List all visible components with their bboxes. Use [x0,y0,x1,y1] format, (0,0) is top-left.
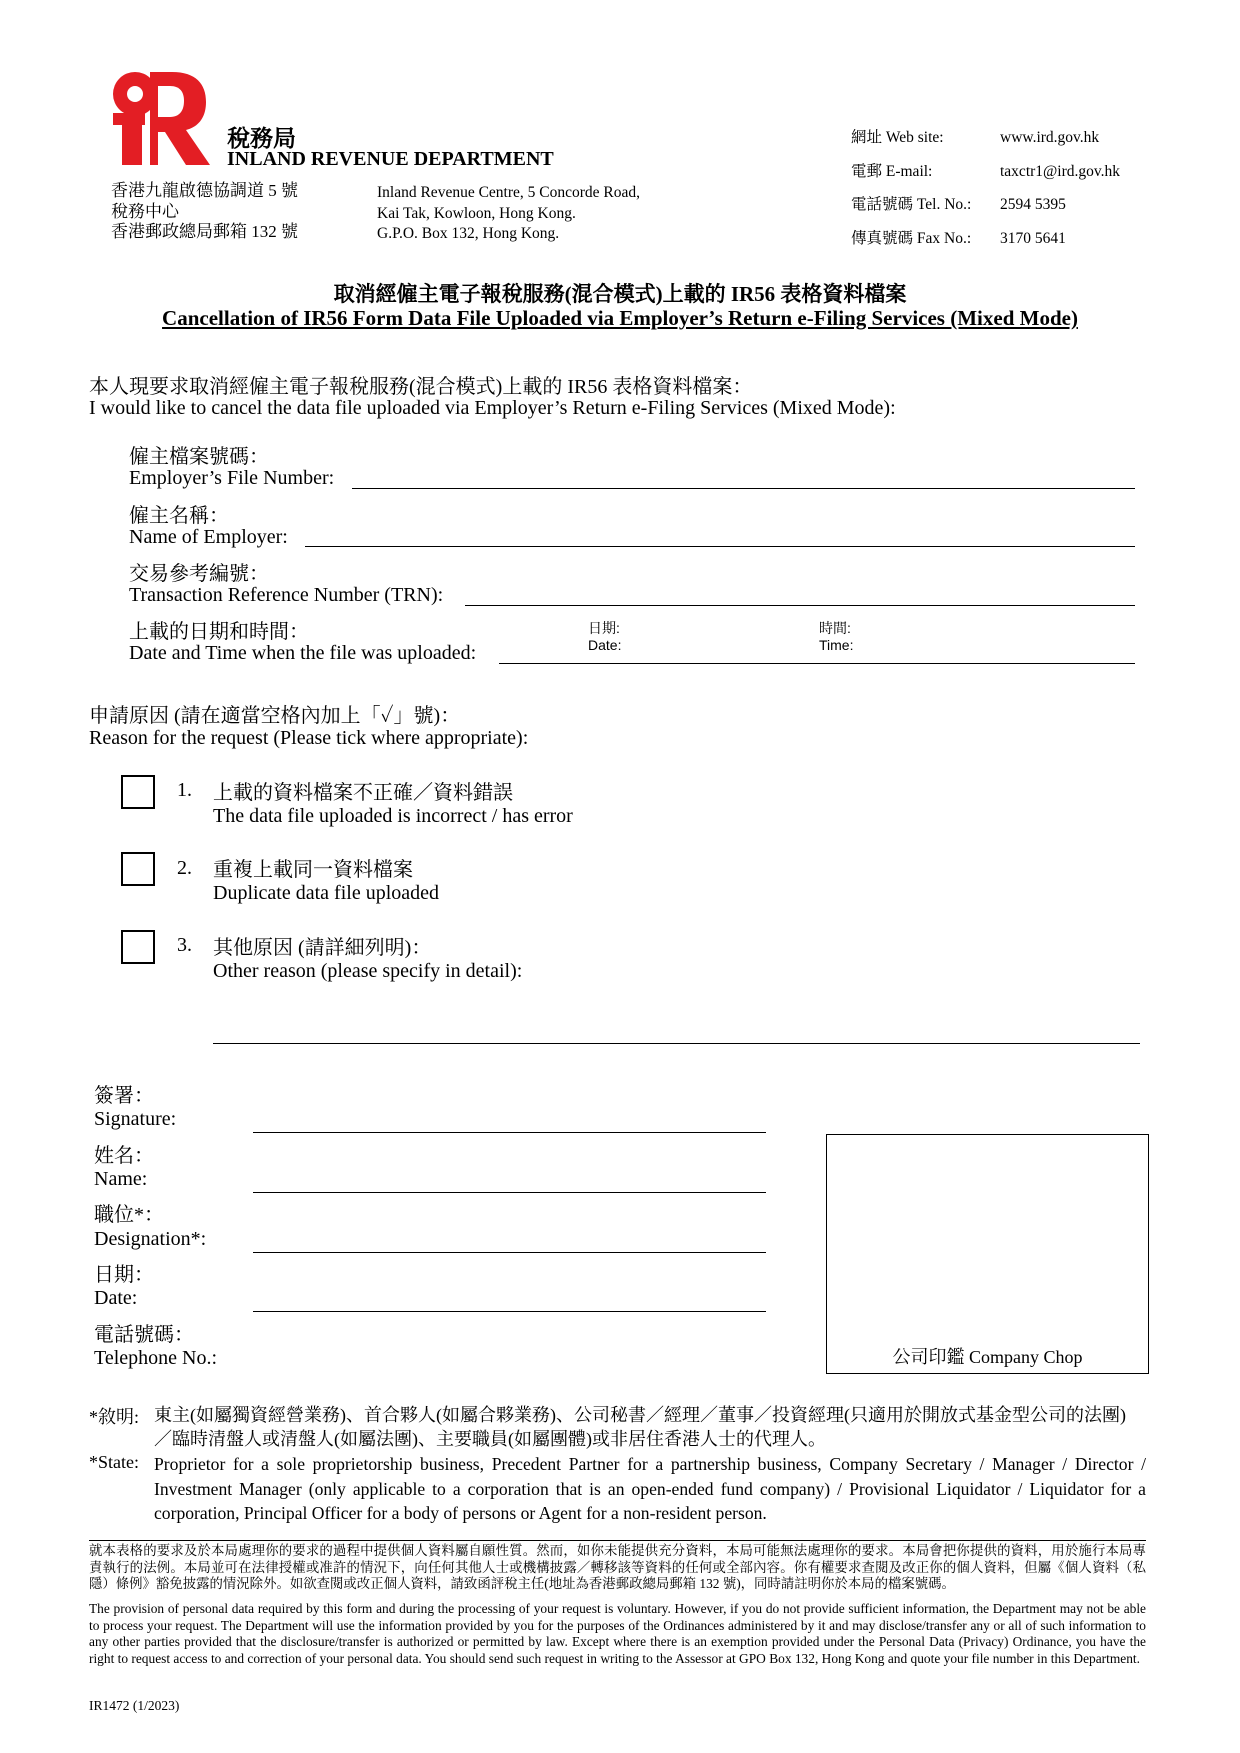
contact-label: 網址 Web site: [851,129,944,146]
name-label-en: Name: [94,1168,148,1190]
reason-2-label-en: Duplicate data file uploaded [213,882,440,904]
contact-value: 2594 5395 [1000,196,1066,213]
company-chop-box[interactable] [826,1134,1149,1374]
designation-label-zh: 職位*： [94,1204,164,1226]
address-zh-line: 香港郵政總局郵箱 132 號 [111,222,298,241]
designation-label-en: Designation*: [94,1228,207,1250]
form-title-en: Cancellation of IR56 Form Data File Uploaded via Employer’s Return e-Filing Services (Mixed Mode) [162,306,1078,330]
note-text-en: Proprietor for a sole proprietorship business, Precedent Partner for a partnership business, Company Secretary / Manager / Director / Investment Manager (only applicable to a corporation that is an open-ended fund company) / Provisional Liquidator / Liquidator for a corporation, Principal Officer for a body of persons or Agent for a non-resident person. [154,1454,1146,1523]
contact-web [851,121,1120,155]
file-number-label-zh: 僱主檔案號碼： [129,446,269,468]
time-caption-en: Time: [819,637,854,653]
date-label-zh: 日期： [94,1264,154,1286]
signature-label-zh: 簽署： [94,1085,154,1107]
ird-logo-graphic [110,70,210,168]
address-en-line: Inland Revenue Centre, 5 Concorde Road, [377,184,640,201]
contact-tel [851,188,1120,222]
contact-fax [851,222,1120,256]
date-field[interactable] [253,1311,766,1312]
name-field[interactable] [253,1192,766,1193]
trn-label-zh: 交易參考編號： [129,563,269,585]
intro-zh: 本人現要求取消經僱主電子報稅服務(混合模式)上載的 IR56 表格資料檔案： [89,376,753,398]
time-caption-zh: 時間: [819,620,851,636]
form-code: IR1472 (1/2023) [89,1698,180,1713]
note-text-zh: 東主(如屬獨資經營業務)、首合夥人(如屬合夥業務)、公司秘書／經理／董事／投資經理(只適用於開放式基金型公司的法團) ／臨時清盤人或清盤人(如屬法團)、主要職員(如屬團體)或非居住香港人士的代理人。 [154,1405,1126,1449]
employer-name-field[interactable] [305,546,1135,547]
date-caption-en: Date: [588,637,622,653]
reason-label-en: Reason for the request (Please tick where appropriate): [89,727,529,749]
telephone-label-en: Telephone No.: [94,1347,218,1369]
dept-name-en: INLAND REVENUE DEPARTMENT [227,148,554,170]
upload-time-field[interactable] [499,663,1135,664]
time-caption [819,620,853,654]
company-chop-label: 公司印鑑 Company Chop [892,1347,1083,1367]
privacy-text-zh: 就本表格的要求及於本局處理你的要求的過程中提供個人資料屬自願性質。然而，如你未能提供充分資料，本局可能無法處理你的要求。本局會把你提供的資料，用於施行本局專責執行的法例。本局並可在法律授權或准許的情況下，向任何其他人士或機構披露／轉移該等資料的任何或全部內容。你有權要求查閱及改正你的個人資料，但屬《個人資料（私隱）條例》豁免披露的情況除外。如欲查閱或改正個人資料，請致函評稅主任(地址為香港郵政總局郵箱 132 號)，同時請註明你於本局的檔案號碼。 [89,1543,1146,1592]
reason-2-number: 2. [177,857,192,879]
address-zh-line: 稅務中心 [111,201,179,221]
form-title-zh: 取消經僱主電子報稅服務(混合模式)上載的 IR56 表格資料檔案 [333,282,907,306]
intro-en: I would like to cancel the data file uploaded via Employer’s Return e-Filing Services (Mixed Mode): [89,397,896,419]
address-en-line: G.P.O. Box 132, Hong Kong. [377,225,560,242]
contact-value: 3170 5641 [1000,229,1066,247]
note-label-zh: *敘明: [89,1407,140,1427]
reason-1-checkbox[interactable] [121,775,155,809]
upload-time-label-zh: 上載的日期和時間： [129,621,309,643]
trn-label-en: Transaction Reference Number (TRN): [129,584,444,606]
reason-1-number: 1. [177,779,192,801]
reason-2-label-zh: 重複上載同一資料檔案 [213,859,413,881]
address-zh [111,181,298,243]
contact-label: 電話號碼 Tel. No.: [851,196,972,213]
reason-3-number: 3. [177,934,192,956]
contact-email [851,155,1120,189]
note-label-en: *State: [89,1452,139,1472]
address-zh-line: 香港九龍啟德協調道 5 號 [111,181,298,200]
contact-value: taxctr1@ird.gov.hk [1000,162,1121,180]
reason-2-checkbox[interactable] [121,852,155,886]
contact-block [851,121,1120,255]
date-label-en: Date: [94,1287,138,1309]
upload-time-label-en: Date and Time when the file was uploaded: [129,642,477,664]
telephone-label-zh: 電話號碼： [94,1324,194,1346]
privacy-divider [89,1540,1146,1541]
dept-name-zh: 稅務局 [227,126,296,151]
trn-field[interactable] [465,605,1135,606]
privacy-text-en: The provision of personal data required by this form and during the processing of your request is voluntary. However, if you do not provide sufficient information, the Department may not be able to process your request. The Department will use the information provided by you for the purposes of the Ordinances administered by it and may disclose/transfer any or all of such information to any other parties provided that the disclosure/transfer is authorized or permitted by law. Except where there is an exemption provided under the Personal Data (Privacy) Ordinance, you have the right to request access to and correction of your personal data. You should send such request in writing to the Assessor at GPO Box 132, Hong Kong and quote your file number in this Department. [89,1601,1146,1666]
address-en [377,183,640,245]
contact-label: 電郵 E-mail: [851,162,933,180]
date-caption [588,620,621,654]
file-number-field[interactable] [352,488,1135,489]
reason-3-checkbox[interactable] [121,930,155,964]
signature-field[interactable] [253,1132,766,1133]
contact-value: www.ird.gov.hk [1000,129,1100,146]
reason-label-zh: 申請原因 (請在適當空格內加上「✓」號)： [89,705,461,727]
reason-3-label-en: Other reason (please specify in detail): [213,960,523,982]
file-number-label-en: Employer’s File Number: [129,467,335,489]
other-reason-field[interactable] [213,1043,1140,1044]
date-caption-zh: 日期: [588,620,620,636]
reason-1-label-zh: 上載的資料檔案不正確／資料錯誤 [213,782,513,804]
designation-field[interactable] [253,1252,766,1253]
reason-1-label-en: The data file uploaded is incorrect / has error [213,805,573,827]
contact-label: 傳真號碼 Fax No.: [851,229,972,247]
employer-name-label-zh: 僱主名稱： [129,505,229,527]
signature-label-en: Signature: [94,1108,177,1130]
name-label-zh: 姓名： [94,1145,154,1167]
address-en-line: Kai Tak, Kowloon, Hong Kong. [377,204,576,222]
reason-3-label-zh: 其他原因 (請詳細列明)： [213,937,432,959]
ird-logo [110,70,210,168]
employer-name-label-en: Name of Employer: [129,526,288,548]
